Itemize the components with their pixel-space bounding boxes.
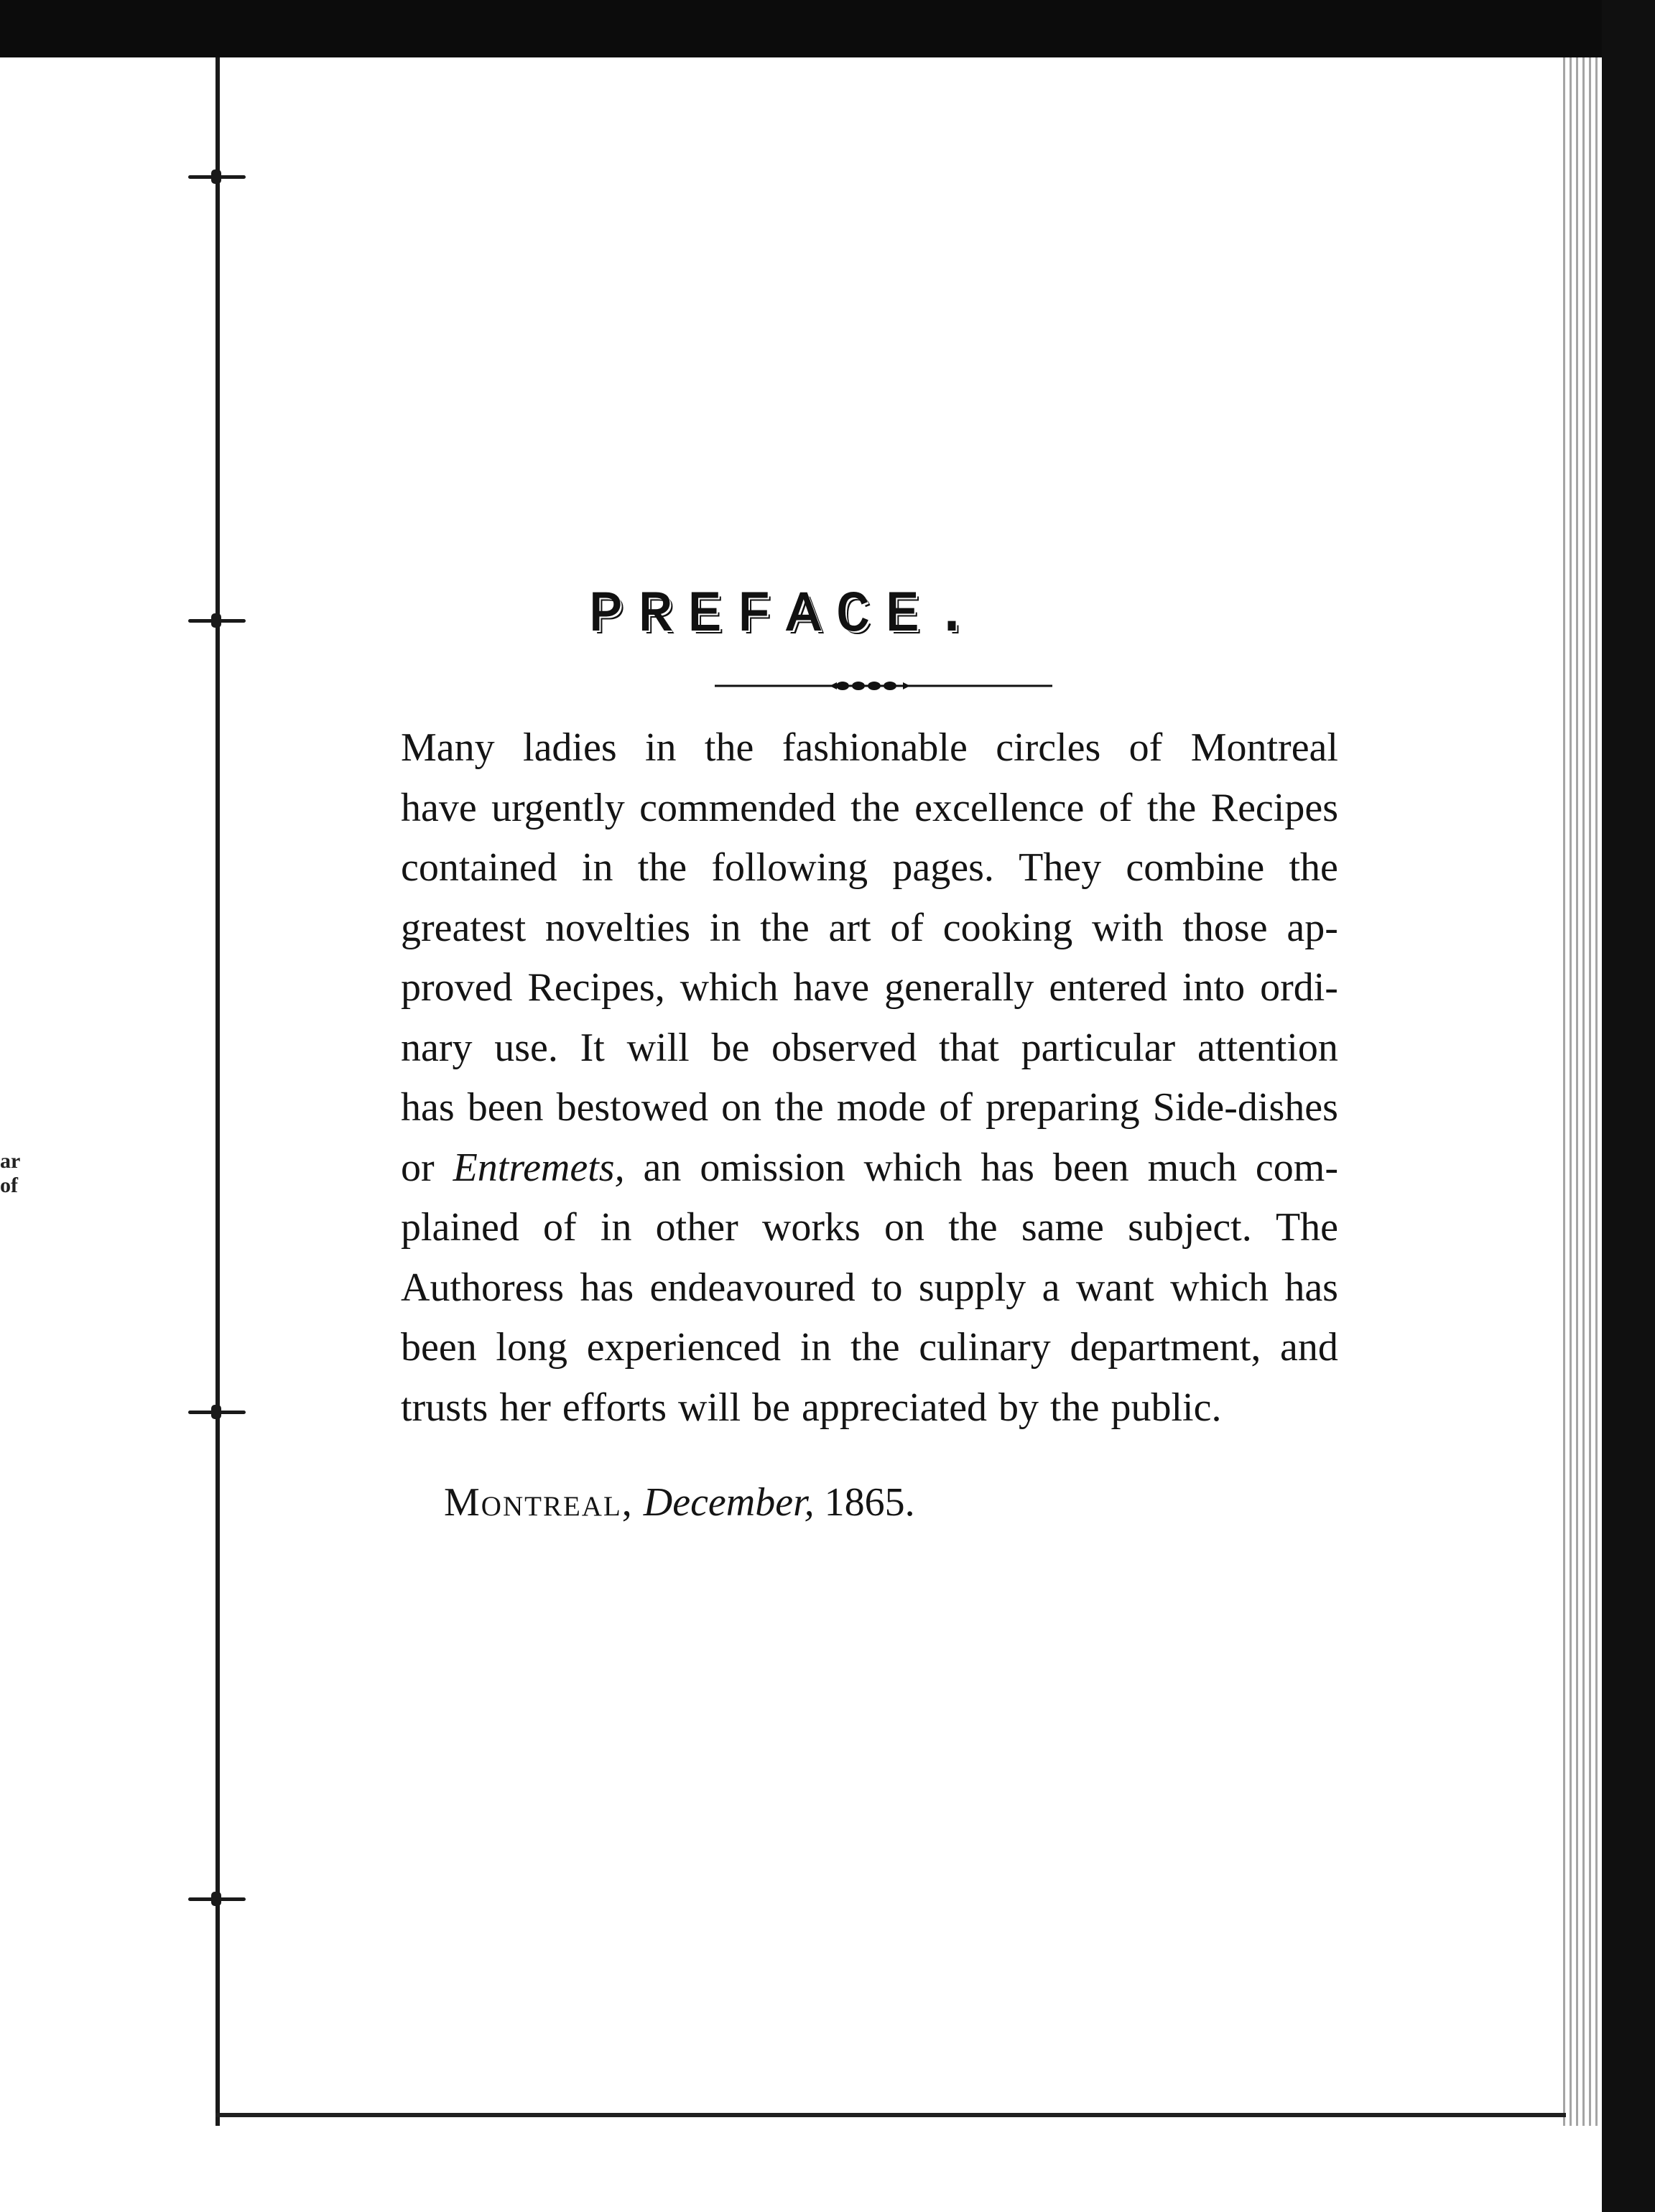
text-line bbox=[401, 958, 1338, 1018]
scan-border-top bbox=[0, 0, 1655, 57]
word: nary bbox=[401, 1025, 473, 1070]
word: or bbox=[401, 1145, 435, 1190]
word: the bbox=[774, 1085, 824, 1130]
word: have bbox=[401, 785, 477, 830]
word: Authoress bbox=[401, 1265, 565, 1310]
signature bbox=[444, 1474, 915, 1531]
word: be bbox=[711, 1025, 750, 1070]
word: Montreal bbox=[1190, 725, 1338, 770]
text-line bbox=[401, 1018, 1338, 1079]
word: the bbox=[1146, 785, 1197, 830]
word: an bbox=[643, 1145, 682, 1190]
word: public. bbox=[1111, 1385, 1222, 1430]
word: mode bbox=[836, 1085, 927, 1130]
word: Side-dishes bbox=[1152, 1085, 1338, 1130]
word: use. bbox=[494, 1025, 558, 1070]
word: contained bbox=[401, 845, 557, 890]
word: which bbox=[1170, 1265, 1269, 1310]
word: been bbox=[1052, 1145, 1129, 1190]
word: will bbox=[678, 1385, 741, 1430]
word: of bbox=[543, 1205, 577, 1250]
word: efforts bbox=[562, 1385, 667, 1430]
word: supply bbox=[918, 1265, 1026, 1310]
signature-year: 1865. bbox=[824, 1480, 915, 1525]
word: proved bbox=[401, 965, 513, 1010]
word: It bbox=[580, 1025, 605, 1070]
word: that bbox=[938, 1025, 999, 1070]
word: the bbox=[704, 725, 754, 770]
word: want bbox=[1075, 1265, 1154, 1310]
word: Many bbox=[401, 725, 495, 770]
word: long bbox=[496, 1325, 567, 1370]
word: of bbox=[939, 1085, 973, 1130]
word: in bbox=[709, 905, 741, 950]
word: following bbox=[711, 845, 868, 890]
text-line bbox=[401, 1138, 1338, 1199]
page-bottom-edge bbox=[215, 2113, 1566, 2117]
text-line bbox=[401, 1318, 1338, 1378]
scan-border-right bbox=[1602, 0, 1655, 2212]
word: experienced bbox=[586, 1325, 782, 1370]
word: been bbox=[401, 1325, 477, 1370]
word: the bbox=[850, 785, 900, 830]
binding-stitch bbox=[188, 1411, 246, 1414]
word: has bbox=[981, 1145, 1034, 1190]
page-edges bbox=[1559, 57, 1602, 2126]
word: on bbox=[884, 1205, 925, 1250]
word: those bbox=[1182, 905, 1268, 950]
binding-stitch bbox=[188, 175, 246, 179]
word: culinary bbox=[919, 1325, 1051, 1370]
word: be bbox=[752, 1385, 790, 1430]
word: the bbox=[1289, 845, 1338, 890]
word: endeavoured bbox=[649, 1265, 856, 1310]
ornament-rule bbox=[715, 680, 1052, 692]
word: has bbox=[401, 1085, 455, 1130]
word: pages. bbox=[892, 845, 994, 890]
word: her bbox=[499, 1385, 551, 1430]
word: cooking bbox=[942, 905, 1073, 950]
binding-stitch bbox=[188, 619, 246, 623]
word: of bbox=[1098, 785, 1133, 830]
text-line bbox=[401, 718, 1338, 779]
word: much bbox=[1147, 1145, 1237, 1190]
word: in bbox=[799, 1325, 832, 1370]
word: of bbox=[1128, 725, 1163, 770]
word: and bbox=[1280, 1325, 1338, 1370]
word: the bbox=[850, 1325, 900, 1370]
text-line bbox=[401, 779, 1338, 839]
word: combine bbox=[1126, 845, 1265, 890]
text-line bbox=[401, 1078, 1338, 1138]
word: generally bbox=[884, 965, 1034, 1010]
word: ordi- bbox=[1260, 965, 1338, 1010]
word: omission bbox=[700, 1145, 845, 1190]
margin-bleed-word: of bbox=[0, 1174, 18, 1197]
word: appreciated bbox=[802, 1385, 988, 1430]
word: entered bbox=[1049, 965, 1168, 1010]
word: art bbox=[828, 905, 871, 950]
word: attention bbox=[1197, 1025, 1338, 1070]
signature-month: December, bbox=[643, 1480, 815, 1525]
word: the bbox=[1050, 1385, 1100, 1430]
word: to bbox=[871, 1265, 903, 1310]
signature-place: Montreal, bbox=[444, 1480, 634, 1525]
text-line bbox=[401, 1258, 1338, 1319]
word: urgently bbox=[491, 785, 625, 830]
word: commended bbox=[639, 785, 836, 830]
book-binding bbox=[215, 57, 220, 2126]
word: with bbox=[1092, 905, 1164, 950]
word: They bbox=[1019, 845, 1102, 890]
word: same bbox=[1021, 1205, 1104, 1250]
margin-bleed-word: ar bbox=[0, 1149, 21, 1173]
word: greatest bbox=[401, 905, 527, 950]
word: have bbox=[793, 965, 870, 1010]
word: Recipes, bbox=[527, 965, 665, 1010]
word: in bbox=[645, 725, 677, 770]
word: plained bbox=[401, 1205, 519, 1250]
word: novelties bbox=[544, 905, 691, 950]
word: has bbox=[580, 1265, 634, 1310]
word: on bbox=[721, 1085, 762, 1130]
word: has bbox=[1284, 1265, 1338, 1310]
word: bestowed bbox=[556, 1085, 709, 1130]
word: a bbox=[1042, 1265, 1060, 1310]
previous-page-edge bbox=[0, 57, 217, 2126]
word: subject. bbox=[1128, 1205, 1252, 1250]
word: Recipes bbox=[1210, 785, 1338, 830]
word: ap- bbox=[1287, 905, 1338, 950]
word: department, bbox=[1070, 1325, 1261, 1370]
word: the bbox=[948, 1205, 998, 1250]
word: other bbox=[655, 1205, 738, 1250]
binding-stitch bbox=[188, 1897, 246, 1901]
word: com- bbox=[1255, 1145, 1338, 1190]
word: preparing bbox=[986, 1085, 1140, 1130]
text-line bbox=[401, 1378, 1338, 1439]
word: which bbox=[863, 1145, 963, 1190]
word: works bbox=[761, 1205, 861, 1250]
word: the bbox=[760, 905, 810, 950]
page-title: PREFACE. bbox=[589, 584, 985, 647]
text-line bbox=[401, 1198, 1338, 1258]
word: fashionable bbox=[782, 725, 968, 770]
word: ladies bbox=[523, 725, 617, 770]
word: of bbox=[890, 905, 924, 950]
word: in bbox=[581, 845, 613, 890]
word: particular bbox=[1021, 1025, 1176, 1070]
preface-body bbox=[401, 718, 1338, 1438]
word: observed bbox=[771, 1025, 917, 1070]
word: which bbox=[680, 965, 779, 1010]
word: into bbox=[1182, 965, 1246, 1010]
text-line bbox=[401, 838, 1338, 898]
word: will bbox=[626, 1025, 690, 1070]
word: The bbox=[1275, 1205, 1338, 1250]
word: trusts bbox=[401, 1385, 488, 1430]
word: the bbox=[637, 845, 687, 890]
word: Entremets, bbox=[453, 1145, 625, 1190]
word: circles bbox=[996, 725, 1101, 770]
margin-bleed-text bbox=[0, 1149, 20, 1198]
word: excellence bbox=[914, 785, 1085, 830]
word: been bbox=[467, 1085, 544, 1130]
text-line bbox=[401, 898, 1338, 959]
word: by bbox=[998, 1385, 1039, 1430]
word: in bbox=[600, 1205, 632, 1250]
